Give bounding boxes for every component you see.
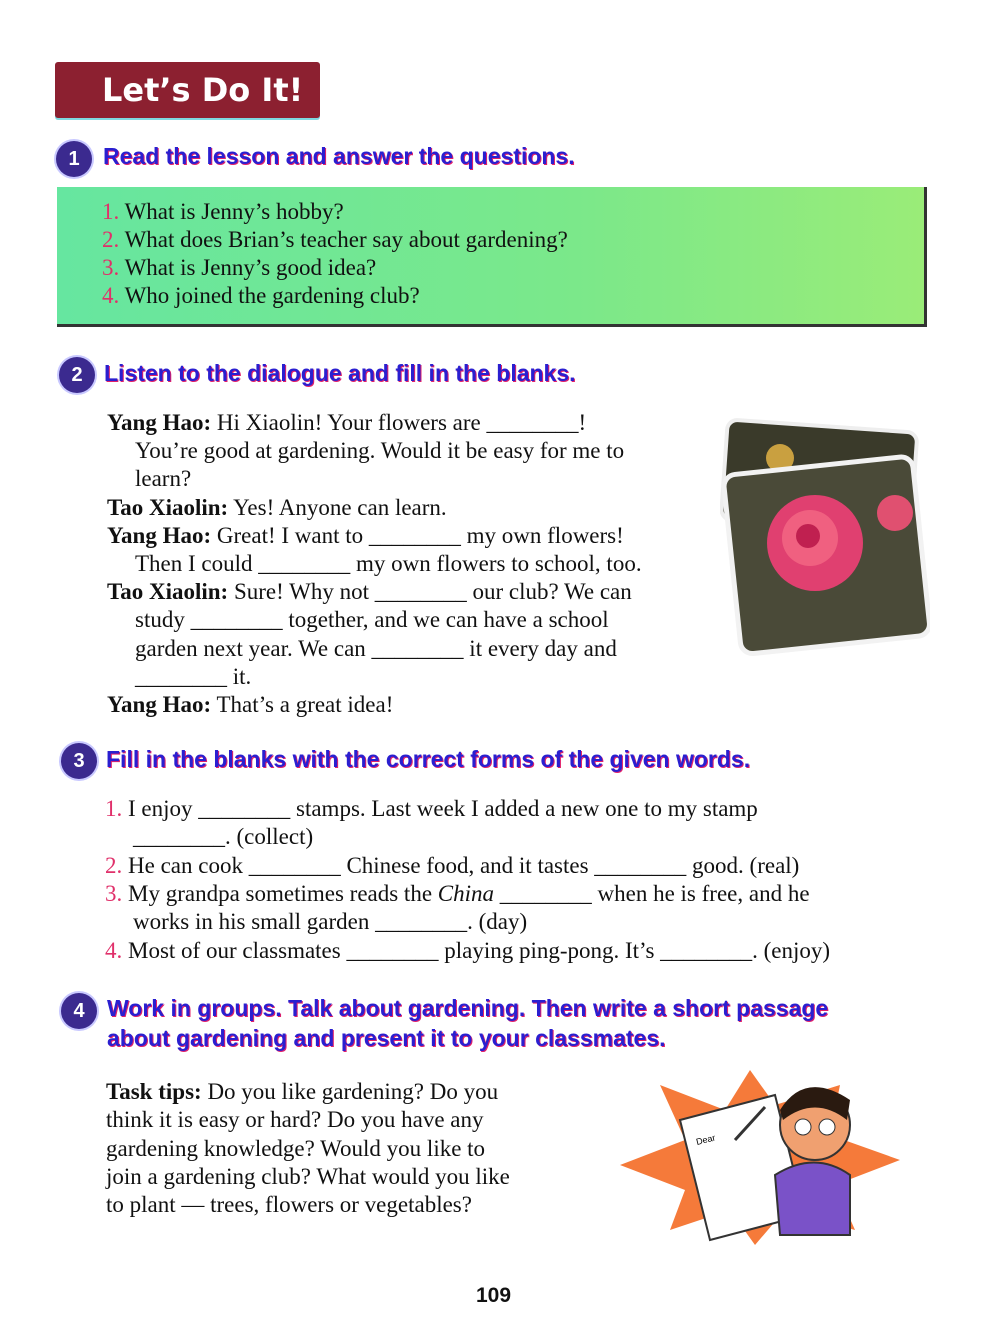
dialogue-text: Yes! Anyone can learn. [228,494,447,520]
newspaper-title: China [437,880,495,906]
question-text: What does Brian’s teacher say about gardening? [124,227,568,252]
exercise-text: My grandpa sometimes reads the [128,880,438,906]
question-number: 1. [102,199,120,224]
task-tips-label: Task tips: [106,1079,202,1104]
dialogue-text: Hi Xiaolin! Your flowers are ________! [211,410,587,435]
speaker-name: Tao Xiaolin: [107,494,229,520]
dialogue-line [107,495,447,521]
section-number-3: 3 [61,743,97,779]
section-2-heading: Listen to the dialogue and fill in the blanks. [104,360,576,386]
rose-photo [720,418,930,658]
task-tips-line [106,1164,510,1190]
lets-do-it-banner: Let’s Do It! [55,62,320,118]
question-item [102,255,376,281]
question-number: 2. [102,227,120,252]
speaker-name: Yang Hao: [107,522,212,548]
dialogue-line [107,523,624,549]
dialogue-line [107,579,632,605]
question-text: Who joined the gardening club? [124,283,420,308]
dialogue-text: garden next year. We can ________ it every day and [135,635,617,661]
task-tips-text: think it is easy or hard? Do you have any [106,1107,484,1133]
section-4-heading-line-2: about gardening and present it to your classmates. [107,1025,666,1051]
exercise-line [105,938,830,964]
section-3-heading: Fill in the blanks with the correct forms of the given words. [106,746,751,772]
task-tips-text: to plant — trees, flowers or vegetables? [106,1192,472,1218]
page-number: 109 [476,1284,512,1307]
section-4-heading-line-1: Work in groups. Talk about gardening. Then write a short passage [107,995,829,1021]
exercise-text: He can cook ________ Chinese food, and it tastes ________ good. (real) [128,852,800,878]
question-item [102,199,344,225]
paper-text: Dear [695,1132,717,1147]
question-item [102,283,420,309]
exercise-line [105,796,758,822]
dialogue-text: ________ it. [135,663,252,689]
task-tips-text: Do you like gardening? Do you [201,1079,499,1104]
task-tips-line [106,1107,484,1133]
section-number-2: 2 [59,357,95,393]
dialogue-text: You’re good at gardening. Would it be easy for me to [135,438,625,464]
boy-writing-illustration [615,1065,905,1250]
task-tips-line [106,1079,498,1105]
item-number: 3. [105,880,123,906]
exercise-line [105,853,799,879]
dialogue-line [135,607,609,633]
dialogue-line [107,692,393,718]
task-tips-line [106,1192,472,1218]
item-number: 2. [105,852,123,878]
item-number: 1. [105,796,123,821]
exercise-text: I enjoy ________ stamps. Last week I added a new one to my stamp [128,796,758,821]
dialogue-line [135,636,617,662]
question-item [102,227,568,253]
dialogue-text: That’s a great idea! [211,692,394,717]
dialogue-text: Great! I want to ________ my own flowers! [211,522,624,548]
exercise-text: works in his small garden ________. (day) [133,909,528,935]
exercise-line [105,881,810,907]
dialogue-text: Sure! Why not ________ our club? We can [228,579,632,605]
exercise-line [133,824,313,850]
exercise-text: ________. (collect) [133,824,314,850]
speaker-name: Tao Xiaolin: [107,579,229,605]
exercise-text: Most of our classmates ________ playing ping-pong. It’s ________. (enjoy) [128,937,831,963]
task-tips-text: gardening knowledge? Would you like to [106,1135,486,1161]
dialogue-line [135,438,624,464]
question-text: What is Jenny’s hobby? [124,199,344,224]
dialogue-line [135,551,642,577]
question-number: 3. [102,255,120,280]
section-number-1: 1 [56,141,92,177]
item-number: 4. [105,937,123,963]
dialogue-line [135,664,251,690]
dialogue-line [107,410,586,436]
exercise-text: ________ when he is free, and he [494,880,810,906]
dialogue-text: Then I could ________ my own flowers to school, too. [135,551,642,576]
dialogue-text: learn? [135,466,192,492]
exercise-line [133,909,527,935]
dialogue-text: study ________ together, and we can have a school [135,607,609,633]
dialogue-line [135,466,191,492]
task-tips-text: join a gardening club? What would you like [106,1163,510,1189]
section-1-heading: Read the lesson and answer the questions. [103,143,575,169]
section-number-4: 4 [61,993,97,1029]
question-number: 4. [102,283,120,308]
speaker-name: Yang Hao: [107,692,212,717]
task-tips-line [106,1136,485,1162]
speaker-name: Yang Hao: [107,410,212,435]
question-text: What is Jenny’s good idea? [124,255,377,280]
